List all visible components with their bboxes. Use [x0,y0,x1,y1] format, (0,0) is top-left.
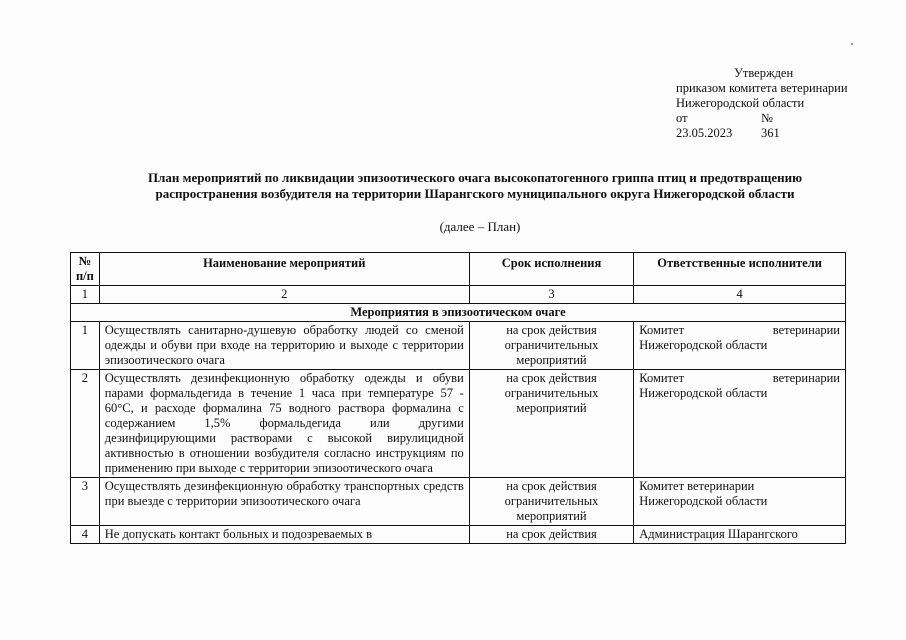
row-resp-word: Комитет [639,323,685,337]
row-term: на срок действия ограничительных мероприятий [469,370,633,478]
row-name: Осуществлять дезинфекционную обработку одежды и обуви парами формальдегида в течение 1 часа при температуре 57 - 60°С, и расходе формалина 75 водного раствора формалина с содержанием 1,5% формальдегида или другими дезинфицирующими растворами с высокой вирулицидной активностью в отношении возбудителя согласно инструкциям по применению при выходе с территории эпизоотического очага [99,370,469,478]
column-number: 3 [469,286,633,304]
approval-from-no-row [676,111,896,126]
table-row [71,322,846,370]
header-name: Наименование мероприятий [99,253,469,286]
header-num-line-2: п/п [75,269,94,283]
approval-date-number-row [676,126,896,141]
approval-date: 23.05.2023 [676,126,733,140]
section-heading: Мероприятия в эпизоотическом очаге [71,304,846,322]
document-title [100,170,850,202]
row-resp-word: ветеринарии [772,323,840,337]
row-name: Осуществлять санитарно-душевую обработку людей со сменой одежды и обуви при входе на территорию и выходе с территории эпизоотического очага [99,322,469,370]
plan-table [70,252,846,544]
row-num: 1 [71,322,100,370]
row-name: Не допускать контакт больных и подозреваемых в [99,526,469,544]
row-resp-word: Комитет [639,371,685,385]
approval-number: 361 [761,126,780,140]
column-number-row [71,286,846,304]
document-title-line-2: распространения возбудителя на территории Шарангского муниципального округа Нижегородской области [155,186,795,201]
row-term: на срок действия [469,526,633,544]
row-resp-word: ветеринарии [772,371,840,385]
row-resp [634,526,846,544]
header-num [71,253,100,286]
approval-no-label: № [761,111,773,125]
row-resp-line-2: Нижегородской области [639,338,768,352]
row-resp [634,478,846,526]
header-resp: Ответственные исполнители [634,253,846,286]
row-num: 2 [71,370,100,478]
table-row [71,526,846,544]
approval-order-line: приказом комитета ветеринарии [676,81,848,95]
row-resp-line-1: Администрация Шарангского [639,527,798,541]
approval-title: Утвержден [734,66,794,80]
row-term: на срок действия ограничительных мероприятий [469,322,633,370]
row-num: 3 [71,478,100,526]
column-number: 2 [99,286,469,304]
row-resp [634,370,846,478]
row-resp-line-1 [639,323,840,338]
document-subtitle: (далее – План) [439,219,521,234]
approval-region-line: Нижегородской области [676,96,805,110]
header-term: Срок исполнения [469,253,633,286]
header-num-line-1: № [78,254,92,268]
table-row [71,370,846,478]
row-resp-line-1: Комитет ветеринарии [639,479,755,493]
approval-from-label: от [676,111,688,125]
row-term: на срок действия ограничительных мероприятий [469,478,633,526]
table-row [71,478,846,526]
approval-block [676,66,896,141]
row-name: Осуществлять дезинфекционную обработку транспортных средств при выезде с территории эпизоотического очага [99,478,469,526]
section-row [71,304,846,322]
row-resp-line-2: Нижегородской области [639,494,768,508]
table-header-row [71,253,846,286]
column-number: 1 [71,286,100,304]
row-resp [634,322,846,370]
document-title-line-1: План мероприятий по ликвидации эпизоотического очага высокопатогенного гриппа птиц и предотвращению [147,170,803,185]
scan-speck [851,43,853,45]
row-resp-line-1 [639,371,840,386]
column-number: 4 [634,286,846,304]
row-resp-line-2: Нижегородской области [639,386,768,400]
row-num: 4 [71,526,100,544]
